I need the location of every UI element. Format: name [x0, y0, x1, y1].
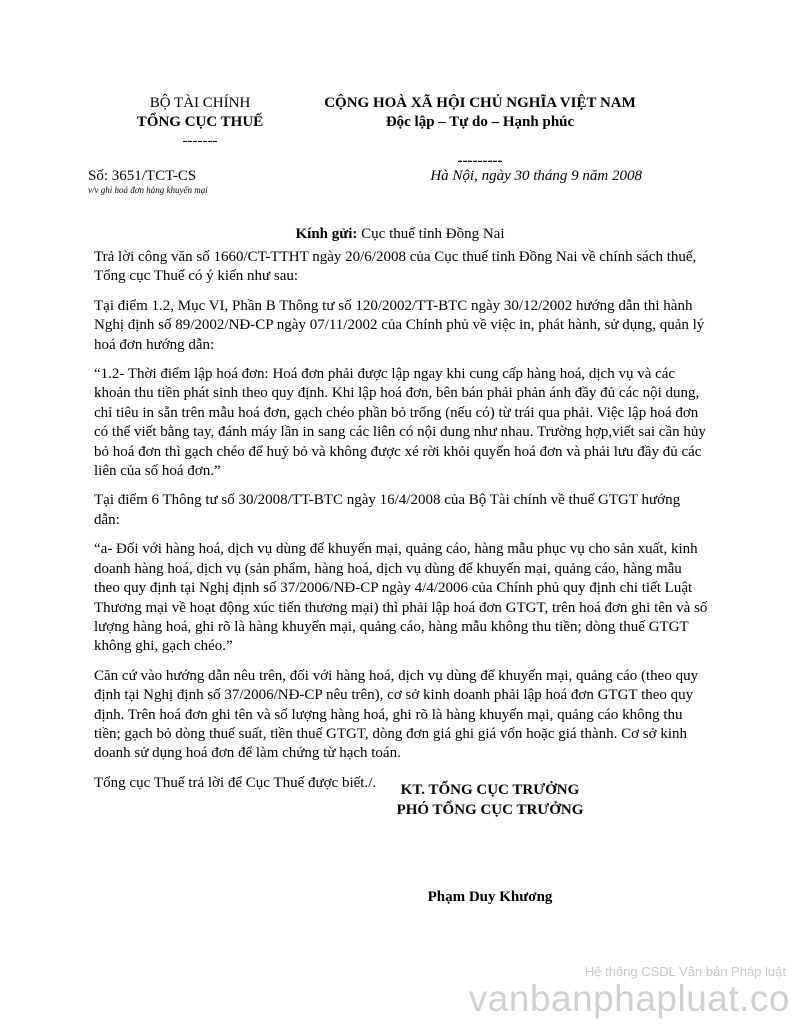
letter-body — [94, 248, 709, 803]
signature-title-line2: PHÓ TỔNG CỤC TRƯỞNG — [396, 802, 584, 818]
left-divider: ------- — [182, 133, 218, 149]
document-subject: v/v ghi hoá đơn hàng khuyến mại — [88, 185, 208, 195]
place-and-date: Hà Nội, ngày 30 tháng 9 năm 2008 — [430, 168, 642, 184]
department-name: TỔNG CỤC THUẾ — [136, 114, 264, 130]
watermark-tagline: Hệ thống CSDL Văn bản Pháp luật — [584, 964, 786, 979]
signer-name: Phạm Duy Khương — [427, 889, 553, 905]
national-title-block — [295, 94, 665, 171]
national-motto: Độc lập – Tự do – Hạnh phúc — [385, 114, 575, 130]
signature-title-block — [360, 780, 620, 820]
body-paragraph: “a- Đối với hàng hoá, dịch vụ dùng để khuyến mại, quảng cáo, hàng mẫu phục vụ cho sản xuất, kinh doanh hàng hoá, dịch vụ (sản phẩm, hàng hoá, dịch vụ dùng để khuyến mại, quảng cáo, hàng mẫu theo quy định tại Nghị định số 37/2006/NĐ-CP ngày 4/4/2006 của Chính phủ quy định chi tiết Luật Thương mại về hoạt động xúc tiến thương mại) thì phải lập hoá đơn GTGT, trên hoá đơn ghi tên và số lượng hàng hoá, ghi rõ là hàng khuyến mại, quảng cáo, hàng mẫu không thu tiền; dòng thuế GTGT không ghi, gạch chéo.” — [94, 541, 708, 655]
recipient-name: Cục thuế tỉnh Đồng Nai — [357, 226, 505, 242]
body-paragraph: “1.2- Thời điểm lập hoá đơn: Hoá đơn phải được lập ngay khi cung cấp hàng hoá, dịch vụ và các khoản thu tiền phát sinh theo quy định. Khi lập hoá đơn, bên bán phải phản ánh đầy đủ các nội dung, chỉ tiêu in sẵn trên mẫu hoá đơn, gạch chéo phần bỏ trống (nếu có) từ trái qua phải. Việc lập hoá đơn có thể viết bằng tay, đánh máy lần in sang các liên có nội dung như nhau. Trường hợp,viết sai cần hủy bỏ hoá đơn thì gạch chéo để huỷ bỏ và không được xé rời khỏi quyển hoá đơn và phải lưu đầy đủ các liên của số hoá đơn.” — [94, 366, 706, 480]
body-paragraph: Căn cứ vào hướng dẫn nêu trên, đối với hàng hoá, dịch vụ dùng để khuyến mại, quảng cáo (theo quy định tại Nghị định số 37/2006/NĐ-CP nêu trên), cơ sở kinh doanh phải lập hoá đơn GTGT theo quy định. Trên hoá đơn ghi tên và số lượng hàng hoá, ghi rõ là hàng khuyến mại, quảng cáo không thu tiền; gạch bỏ dòng thuế suất, tiền thuế GTGT, dòng đơn giá ghi giá vốn hoặc giá thành. Cơ sở kinh doanh sử dụng hoá đơn để làm chứng từ hạch toán. — [94, 667, 699, 762]
issuing-agency-block — [85, 94, 315, 151]
body-paragraph: Tổng cục Thuế trả lời để Cục Thuế được biết./. — [94, 774, 377, 791]
watermark-site: vanbanphapluat.co — [468, 978, 790, 1019]
body-paragraph: Trả lời công văn số 1660/CT-TTHT ngày 20/6/2008 của Cục thuế tỉnh Đồng Nai về chính sách thuế, Tổng cục Thuế có ý kiến như sau: — [94, 249, 697, 285]
document-number: Số: 3651/TCT-CS — [88, 168, 197, 184]
right-divider: --------- — [457, 153, 503, 169]
ministry-name: BỘ TÀI CHÍNH — [149, 95, 251, 111]
body-paragraph: Tại điểm 6 Thông tư số 30/2008/TT-BTC ngày 16/4/2008 của Bộ Tài chính về thuế GTGT hướng dẫn: — [94, 492, 681, 528]
recipient-label: Kính gửi: — [295, 226, 358, 242]
recipient-line — [0, 225, 800, 244]
country-name: CỘNG HOÀ XÃ HỘI CHỦ NGHĨA VIỆT NAM — [324, 95, 636, 111]
signature-title-line1: KT. TỔNG CỤC TRƯỞNG — [400, 782, 580, 798]
body-paragraph: Tại điểm 1.2, Mục VI, Phần B Thông tư số 120/2002/TT-BTC ngày 30/12/2002 hướng dẫn thi hành Nghị định số 89/2002/NĐ-CP ngày 07/11/2002 của Chính phủ về việc in, phát hành, sử dụng, quản lý hoá đơn hướng dẫn: — [94, 297, 705, 353]
